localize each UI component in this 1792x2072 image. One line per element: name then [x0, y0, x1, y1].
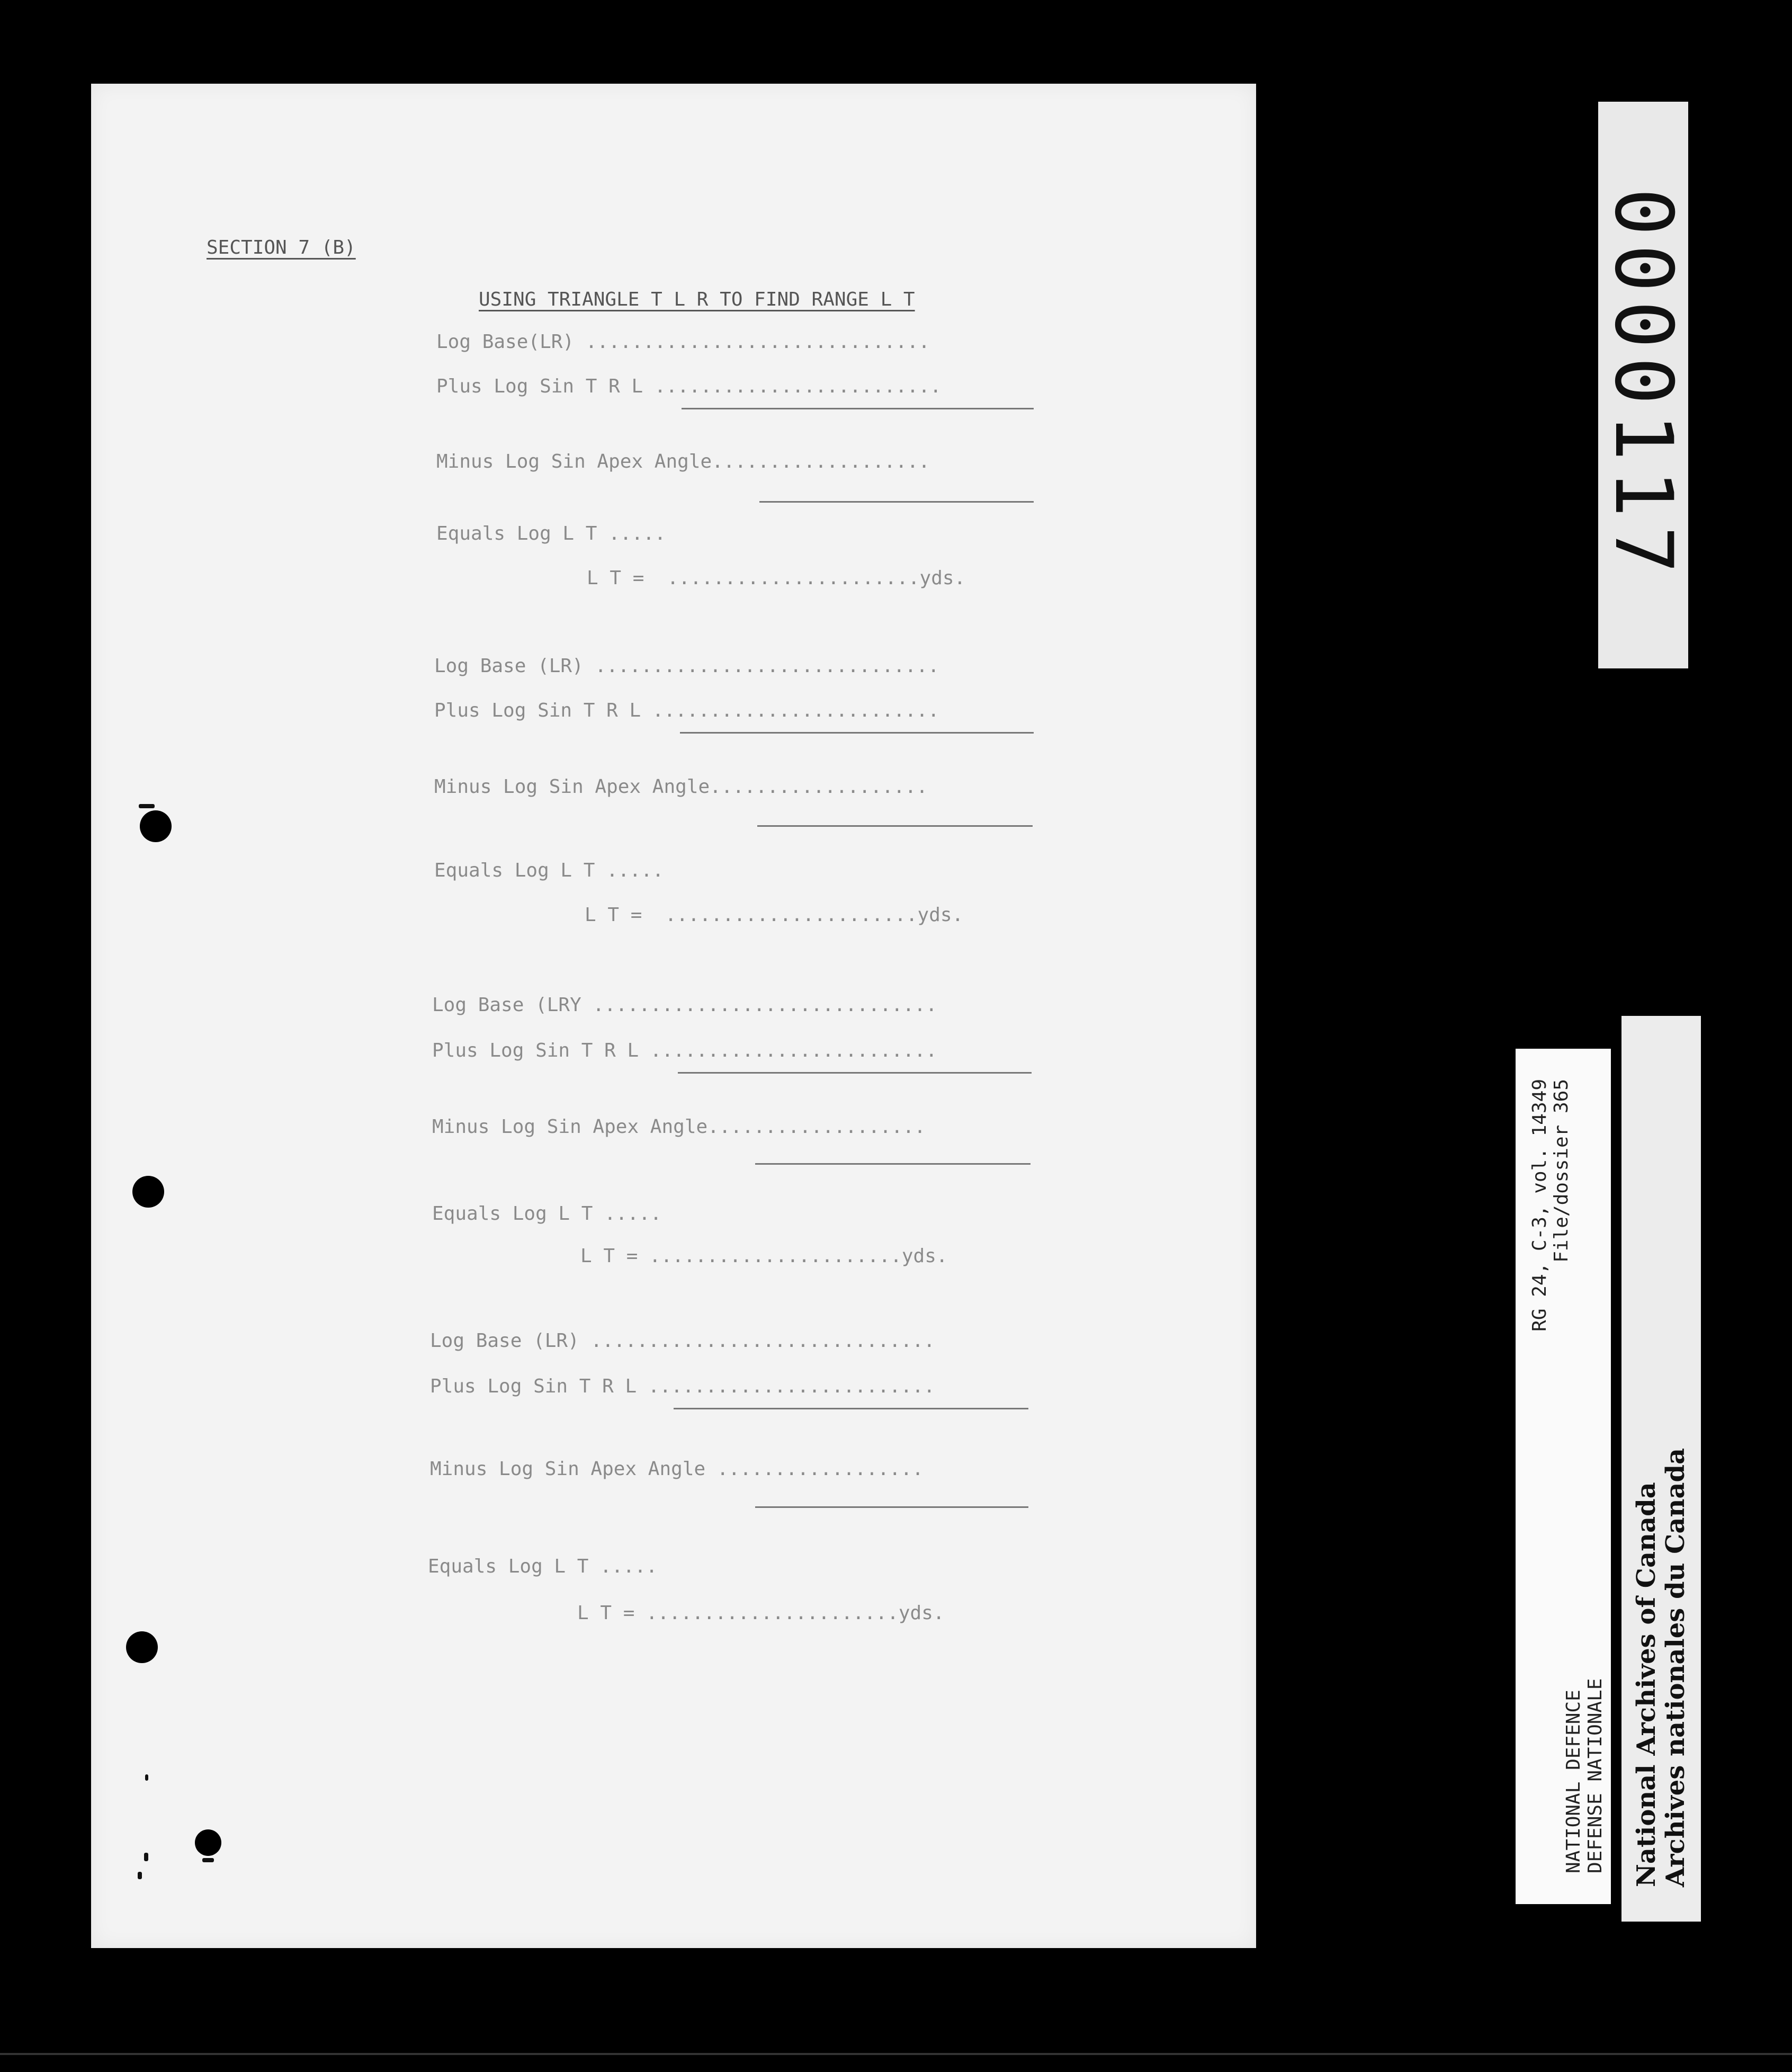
log-base-line: Log Base (LR) ..............................: [434, 655, 939, 677]
minus-log-line: Minus Log Sin Apex Angle...................: [432, 1116, 926, 1138]
section-heading: SECTION 7 (B): [207, 237, 356, 258]
sum-rule: [680, 732, 1034, 734]
difference-rule: [755, 1506, 1028, 1508]
reference-line-2: File/dossier 365: [1551, 1079, 1573, 1263]
reference-line-3: NATIONAL DEFENCE: [1563, 1690, 1584, 1873]
plus-log-line: Plus Log Sin T R L .........................: [430, 1376, 935, 1397]
speck: [145, 1774, 148, 1781]
log-base-line: Log Base (LR) ..............................: [430, 1330, 935, 1352]
archive-name-en: National Archives of Canada: [1631, 1482, 1661, 1887]
archive-reference-top: [1529, 1079, 1573, 1332]
range-result-line: L T = ......................yds.: [577, 1602, 945, 1624]
frame-number-strip: [1598, 102, 1688, 668]
log-base-line: Log Base (LRY ..............................: [432, 994, 937, 1016]
reference-line-4: DEFENSE NATIONALE: [1584, 1678, 1607, 1873]
speck: [144, 1853, 148, 1861]
range-result-line: L T = ......................yds.: [580, 1245, 948, 1267]
difference-rule: [757, 825, 1033, 827]
sum-rule: [682, 408, 1034, 409]
minus-log-line: Minus Log Sin Apex Angle ..................: [430, 1458, 924, 1480]
speck: [138, 1872, 142, 1879]
range-result-line: L T = ......................yds.: [585, 904, 964, 926]
archive-name-label: [1621, 1016, 1701, 1922]
punch-hole: [140, 810, 172, 842]
punch-hole: [195, 1829, 221, 1856]
reference-line-1: RG 24, C-3, vol. 14349: [1529, 1079, 1551, 1332]
plus-log-line: Plus Log Sin T R L .........................: [436, 376, 942, 397]
sum-rule: [678, 1072, 1032, 1074]
equals-log-line: Equals Log L T .....: [428, 1556, 658, 1577]
archive-reference-bottom: [1563, 1678, 1607, 1873]
frame-number: 0000117: [1597, 187, 1689, 583]
range-result-line: L T = ......................yds.: [587, 567, 966, 589]
equals-log-line: Equals Log L T .....: [434, 860, 664, 881]
plus-log-line: Plus Log Sin T R L .........................: [432, 1040, 937, 1061]
difference-rule: [755, 1163, 1031, 1165]
speck: [202, 1858, 214, 1862]
minus-log-line: Minus Log Sin Apex Angle...................: [434, 776, 928, 798]
sum-rule: [674, 1408, 1028, 1409]
log-base-line: Log Base(LR) ..............................: [436, 331, 930, 353]
difference-rule: [759, 501, 1034, 503]
document-page: [91, 84, 1256, 1948]
plus-log-line: Plus Log Sin T R L .........................: [434, 700, 939, 721]
speck: [139, 804, 155, 808]
film-edge-line: [0, 2053, 1792, 2055]
document-title: USING TRIANGLE T L R TO FIND RANGE L T: [479, 289, 915, 310]
punch-hole: [132, 1176, 164, 1208]
archive-name-fr: Archives nationales du Canada: [1661, 1448, 1690, 1887]
minus-log-line: Minus Log Sin Apex Angle...................: [436, 451, 930, 472]
equals-log-line: Equals Log L T .....: [436, 523, 666, 544]
archive-reference-label: [1516, 1049, 1611, 1904]
punch-hole: [126, 1631, 158, 1663]
equals-log-line: Equals Log L T .....: [432, 1203, 662, 1225]
